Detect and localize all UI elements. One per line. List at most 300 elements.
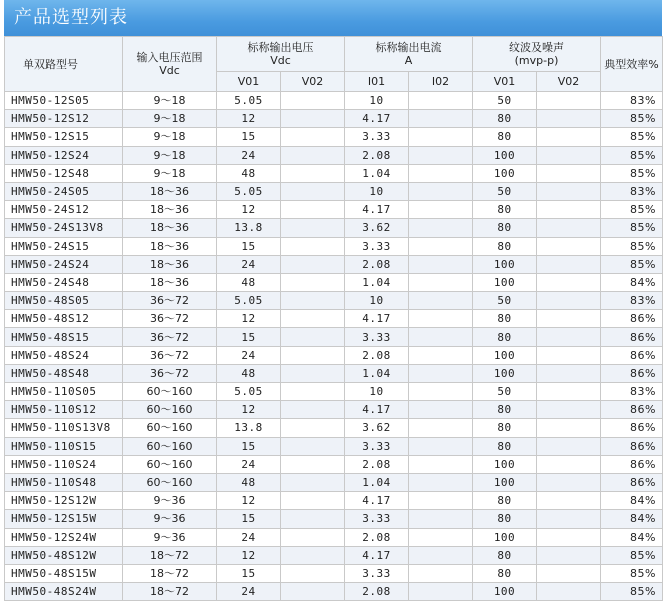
output-current-i02-cell [409,273,473,291]
output-voltage-v02-cell [281,146,345,164]
efficiency-cell: 85% [601,237,663,255]
ripple-v01-cell: 50 [473,292,537,310]
efficiency-cell: 86% [601,455,663,473]
output-voltage-v01-cell: 15 [217,564,281,582]
table-row [5,346,663,364]
output-current-i02-cell [409,510,473,528]
table-row [5,128,663,146]
ripple-v01-cell: 80 [473,401,537,419]
output-voltage-v02-cell [281,255,345,273]
ripple-v02-cell [537,110,601,128]
ripple-v01-cell: 100 [473,273,537,291]
ripple-v01-cell: 80 [473,201,537,219]
ripple-v02-cell [537,328,601,346]
output-voltage-v01-cell: 12 [217,401,281,419]
output-current-i01-cell: 4.17 [345,110,409,128]
ripple-v02-cell [537,219,601,237]
header-ripple-noise-unit: (mvp-p) [514,54,559,67]
efficiency-cell: 86% [601,364,663,382]
model-cell: HMW50-24S13V8 [5,219,123,237]
output-current-i01-cell: 3.62 [345,419,409,437]
output-voltage-v01-cell: 24 [217,255,281,273]
output-current-i02-cell [409,164,473,182]
table-row [5,564,663,582]
input-voltage-cell: 9～18 [123,128,217,146]
table-row [5,473,663,491]
input-voltage-cell: 9～36 [123,510,217,528]
output-current-i02-cell [409,110,473,128]
input-voltage-cell: 18～72 [123,583,217,601]
ripple-v02-cell [537,401,601,419]
efficiency-cell: 83% [601,292,663,310]
model-cell: HMW50-110S12 [5,401,123,419]
input-voltage-cell: 9～36 [123,492,217,510]
efficiency-cell: 86% [601,419,663,437]
model-cell: HMW50-24S24 [5,255,123,273]
input-voltage-cell: 60～160 [123,437,217,455]
ripple-v02-cell [537,310,601,328]
ripple-v02-cell [537,528,601,546]
output-current-i02-cell [409,437,473,455]
output-voltage-v01-cell: 12 [217,492,281,510]
ripple-v02-cell [537,346,601,364]
ripple-v01-cell: 80 [473,219,537,237]
output-voltage-v01-cell: 13.8 [217,219,281,237]
output-voltage-v02-cell [281,583,345,601]
output-current-i01-cell: 4.17 [345,310,409,328]
model-cell: HMW50-12S15W [5,510,123,528]
output-current-i01-cell: 3.62 [345,219,409,237]
output-current-i02-cell [409,237,473,255]
output-current-i02-cell [409,401,473,419]
model-cell: HMW50-12S12W [5,492,123,510]
output-voltage-v01-cell: 24 [217,346,281,364]
table-row [5,419,663,437]
output-current-i01-cell: 4.17 [345,546,409,564]
output-current-i02-cell [409,219,473,237]
table-row [5,237,663,255]
table-row [5,201,663,219]
output-current-i02-cell [409,146,473,164]
output-current-i01-cell: 3.33 [345,564,409,582]
ripple-v02-cell [537,437,601,455]
table-body [5,92,663,601]
ripple-v02-cell [537,237,601,255]
model-cell: HMW50-12S15 [5,128,123,146]
output-current-i02-cell [409,364,473,382]
header-output-voltage [217,37,345,72]
output-voltage-v01-cell: 5.05 [217,383,281,401]
header-input-voltage-label: 输入电压范围 [136,51,203,64]
ripple-v01-cell: 100 [473,473,537,491]
output-current-i02-cell [409,310,473,328]
output-current-i01-cell: 3.33 [345,328,409,346]
output-voltage-v02-cell [281,92,345,110]
output-voltage-v02-cell [281,455,345,473]
table-row [5,310,663,328]
efficiency-cell: 86% [601,401,663,419]
output-voltage-v01-cell: 48 [217,364,281,382]
output-voltage-v02-cell [281,328,345,346]
ripple-v02-cell [537,255,601,273]
model-cell: HMW50-48S48 [5,364,123,382]
efficiency-cell: 83% [601,182,663,200]
output-voltage-v01-cell: 15 [217,128,281,146]
header-v01: V01 [217,72,281,92]
header-ripple-v01: V01 [473,72,537,92]
input-voltage-cell: 18～36 [123,201,217,219]
ripple-v01-cell: 50 [473,383,537,401]
ripple-v01-cell: 80 [473,419,537,437]
table-row [5,164,663,182]
input-voltage-cell: 36～72 [123,328,217,346]
ripple-v01-cell: 80 [473,510,537,528]
input-voltage-cell: 9～18 [123,164,217,182]
input-voltage-cell: 18～36 [123,273,217,291]
output-voltage-v02-cell [281,510,345,528]
output-voltage-v02-cell [281,473,345,491]
table-row [5,583,663,601]
input-voltage-cell: 36～72 [123,292,217,310]
ripple-v01-cell: 80 [473,546,537,564]
input-voltage-cell: 9～36 [123,528,217,546]
input-voltage-cell: 36～72 [123,346,217,364]
ripple-v01-cell: 80 [473,564,537,582]
output-voltage-v02-cell [281,310,345,328]
ripple-v02-cell [537,92,601,110]
efficiency-cell: 86% [601,437,663,455]
header-output-voltage-unit: Vdc [270,54,291,67]
output-current-i02-cell [409,455,473,473]
output-current-i02-cell [409,255,473,273]
table-row [5,182,663,200]
output-voltage-v01-cell: 24 [217,146,281,164]
input-voltage-cell: 18～36 [123,219,217,237]
output-current-i02-cell [409,328,473,346]
output-voltage-v01-cell: 5.05 [217,92,281,110]
ripple-v01-cell: 50 [473,182,537,200]
table-row [5,273,663,291]
output-voltage-v02-cell [281,164,345,182]
header-i01: I01 [345,72,409,92]
output-current-i01-cell: 1.04 [345,364,409,382]
output-current-i02-cell [409,492,473,510]
input-voltage-cell: 60～160 [123,455,217,473]
table-row [5,455,663,473]
table-row [5,292,663,310]
ripple-v02-cell [537,564,601,582]
efficiency-cell: 86% [601,310,663,328]
efficiency-cell: 83% [601,92,663,110]
output-current-i01-cell: 1.04 [345,273,409,291]
output-voltage-v02-cell [281,564,345,582]
output-voltage-v02-cell [281,364,345,382]
header-i02: I02 [409,72,473,92]
table-row [5,328,663,346]
model-cell: HMW50-110S15 [5,437,123,455]
header-v02: V02 [281,72,345,92]
input-voltage-cell: 18～36 [123,182,217,200]
output-voltage-v01-cell: 12 [217,310,281,328]
output-current-i02-cell [409,201,473,219]
ripple-v02-cell [537,364,601,382]
ripple-v01-cell: 100 [473,146,537,164]
efficiency-cell: 85% [601,164,663,182]
output-voltage-v02-cell [281,182,345,200]
table-row [5,528,663,546]
header-model: 单双路型号 [5,37,123,92]
input-voltage-cell: 36～72 [123,364,217,382]
model-cell: HMW50-12S24W [5,528,123,546]
ripple-v01-cell: 100 [473,583,537,601]
ripple-v02-cell [537,546,601,564]
table-row [5,437,663,455]
efficiency-cell: 85% [601,219,663,237]
model-cell: HMW50-24S05 [5,182,123,200]
output-voltage-v02-cell [281,346,345,364]
model-cell: HMW50-110S05 [5,383,123,401]
output-current-i01-cell: 3.33 [345,437,409,455]
table-row [5,510,663,528]
output-current-i01-cell: 10 [345,182,409,200]
output-voltage-v02-cell [281,128,345,146]
output-voltage-v01-cell: 24 [217,455,281,473]
efficiency-cell: 85% [601,255,663,273]
ripple-v01-cell: 80 [473,310,537,328]
output-current-i01-cell: 3.33 [345,510,409,528]
ripple-v02-cell [537,473,601,491]
output-voltage-v01-cell: 15 [217,328,281,346]
ripple-v02-cell [537,383,601,401]
output-voltage-v02-cell [281,219,345,237]
model-cell: HMW50-110S13V8 [5,419,123,437]
input-voltage-cell: 60～160 [123,473,217,491]
input-voltage-cell: 18～72 [123,564,217,582]
model-cell: HMW50-110S24 [5,455,123,473]
table-row [5,255,663,273]
ripple-v02-cell [537,201,601,219]
output-current-i02-cell [409,292,473,310]
output-current-i01-cell: 2.08 [345,583,409,601]
header-output-voltage-label: 标称输出电压 [247,41,314,54]
ripple-v02-cell [537,146,601,164]
output-voltage-v02-cell [281,292,345,310]
output-current-i02-cell [409,528,473,546]
output-voltage-v02-cell [281,492,345,510]
efficiency-cell: 84% [601,273,663,291]
ripple-v02-cell [537,455,601,473]
header-ripple-v02: V02 [537,72,601,92]
model-cell: HMW50-48S15W [5,564,123,582]
input-voltage-cell: 18～72 [123,546,217,564]
table-row [5,110,663,128]
product-selection-table [4,36,663,601]
ripple-v01-cell: 80 [473,492,537,510]
efficiency-cell: 86% [601,473,663,491]
table-row [5,146,663,164]
model-cell: HMW50-48S24W [5,583,123,601]
input-voltage-cell: 9～18 [123,110,217,128]
output-voltage-v02-cell [281,110,345,128]
efficiency-cell: 84% [601,528,663,546]
ripple-v02-cell [537,492,601,510]
ripple-v02-cell [537,164,601,182]
header-output-current-label: 标称输出电流 [375,41,442,54]
ripple-v02-cell [537,292,601,310]
output-current-i02-cell [409,346,473,364]
input-voltage-cell: 9～18 [123,92,217,110]
model-cell: HMW50-48S05 [5,292,123,310]
ripple-v01-cell: 80 [473,128,537,146]
output-current-i01-cell: 2.08 [345,455,409,473]
output-current-i02-cell [409,419,473,437]
model-cell: HMW50-12S12 [5,110,123,128]
output-current-i02-cell [409,92,473,110]
ripple-v01-cell: 100 [473,255,537,273]
output-voltage-v01-cell: 15 [217,510,281,528]
header-output-current [345,37,473,72]
efficiency-cell: 85% [601,110,663,128]
header-output-current-unit: A [404,54,413,67]
ripple-v01-cell: 80 [473,437,537,455]
table-row [5,401,663,419]
input-voltage-cell: 36～72 [123,310,217,328]
header-input-voltage-unit: Vdc [159,64,180,77]
output-voltage-v01-cell: 24 [217,583,281,601]
output-voltage-v01-cell: 13.8 [217,419,281,437]
ripple-v02-cell [537,182,601,200]
output-current-i01-cell: 2.08 [345,528,409,546]
model-cell: HMW50-24S12 [5,201,123,219]
output-voltage-v02-cell [281,528,345,546]
table-row [5,383,663,401]
input-voltage-cell: 9～18 [123,146,217,164]
input-voltage-cell: 18～36 [123,255,217,273]
ripple-v01-cell: 80 [473,328,537,346]
output-current-i01-cell: 2.08 [345,146,409,164]
header-ripple-noise [473,37,601,72]
output-voltage-v01-cell: 12 [217,110,281,128]
output-current-i02-cell [409,383,473,401]
output-current-i02-cell [409,564,473,582]
table-row [5,492,663,510]
output-voltage-v01-cell: 5.05 [217,182,281,200]
ripple-v01-cell: 100 [473,364,537,382]
output-current-i01-cell: 3.33 [345,128,409,146]
output-voltage-v02-cell [281,437,345,455]
model-cell: HMW50-12S24 [5,146,123,164]
output-current-i01-cell: 3.33 [345,237,409,255]
efficiency-cell: 85% [601,128,663,146]
output-current-i02-cell [409,182,473,200]
input-voltage-cell: 18～36 [123,237,217,255]
model-cell: HMW50-48S24 [5,346,123,364]
ripple-v02-cell [537,273,601,291]
output-current-i01-cell: 1.04 [345,164,409,182]
model-cell: HMW50-48S12 [5,310,123,328]
output-voltage-v01-cell: 48 [217,164,281,182]
output-current-i01-cell: 10 [345,292,409,310]
ripple-v01-cell: 100 [473,455,537,473]
input-voltage-cell: 60～160 [123,401,217,419]
page-title: 产品选型列表 [4,0,662,36]
model-cell: HMW50-24S48 [5,273,123,291]
output-voltage-v02-cell [281,273,345,291]
output-current-i01-cell: 2.08 [345,255,409,273]
ripple-v02-cell [537,510,601,528]
output-current-i01-cell: 4.17 [345,492,409,510]
ripple-v01-cell: 100 [473,528,537,546]
ripple-v01-cell: 80 [473,237,537,255]
efficiency-cell: 84% [601,492,663,510]
table-row [5,546,663,564]
output-voltage-v01-cell: 48 [217,473,281,491]
header-input-voltage [123,37,217,92]
efficiency-cell: 85% [601,146,663,164]
output-voltage-v02-cell [281,201,345,219]
output-current-i02-cell [409,583,473,601]
model-cell: HMW50-12S05 [5,92,123,110]
output-current-i01-cell: 1.04 [345,473,409,491]
output-voltage-v01-cell: 15 [217,437,281,455]
model-cell: HMW50-48S15 [5,328,123,346]
output-voltage-v01-cell: 12 [217,546,281,564]
efficiency-cell: 85% [601,546,663,564]
output-voltage-v01-cell: 15 [217,237,281,255]
input-voltage-cell: 60～160 [123,419,217,437]
ripple-v02-cell [537,419,601,437]
ripple-v01-cell: 100 [473,164,537,182]
output-current-i01-cell: 10 [345,92,409,110]
ripple-v02-cell [537,583,601,601]
output-current-i01-cell: 4.17 [345,401,409,419]
table-row [5,219,663,237]
efficiency-cell: 85% [601,583,663,601]
output-voltage-v02-cell [281,419,345,437]
output-voltage-v01-cell: 24 [217,528,281,546]
output-current-i02-cell [409,128,473,146]
efficiency-cell: 85% [601,201,663,219]
ripple-v01-cell: 50 [473,92,537,110]
output-current-i02-cell [409,473,473,491]
output-voltage-v02-cell [281,237,345,255]
output-current-i01-cell: 4.17 [345,201,409,219]
output-voltage-v02-cell [281,401,345,419]
efficiency-cell: 86% [601,346,663,364]
output-voltage-v02-cell [281,546,345,564]
header-efficiency: 典型效率% [601,37,663,92]
ripple-v01-cell: 80 [473,110,537,128]
input-voltage-cell: 60～160 [123,383,217,401]
output-current-i01-cell: 2.08 [345,346,409,364]
ripple-v01-cell: 100 [473,346,537,364]
model-cell: HMW50-24S15 [5,237,123,255]
efficiency-cell: 83% [601,383,663,401]
header-ripple-noise-label: 纹波及噪声 [509,41,564,54]
efficiency-cell: 85% [601,564,663,582]
ripple-v02-cell [537,128,601,146]
output-voltage-v01-cell: 5.05 [217,292,281,310]
output-voltage-v01-cell: 48 [217,273,281,291]
efficiency-cell: 86% [601,328,663,346]
output-voltage-v02-cell [281,383,345,401]
model-cell: HMW50-12S48 [5,164,123,182]
model-cell: HMW50-110S48 [5,473,123,491]
efficiency-cell: 84% [601,510,663,528]
output-current-i02-cell [409,546,473,564]
table-row [5,92,663,110]
output-current-i01-cell: 10 [345,383,409,401]
